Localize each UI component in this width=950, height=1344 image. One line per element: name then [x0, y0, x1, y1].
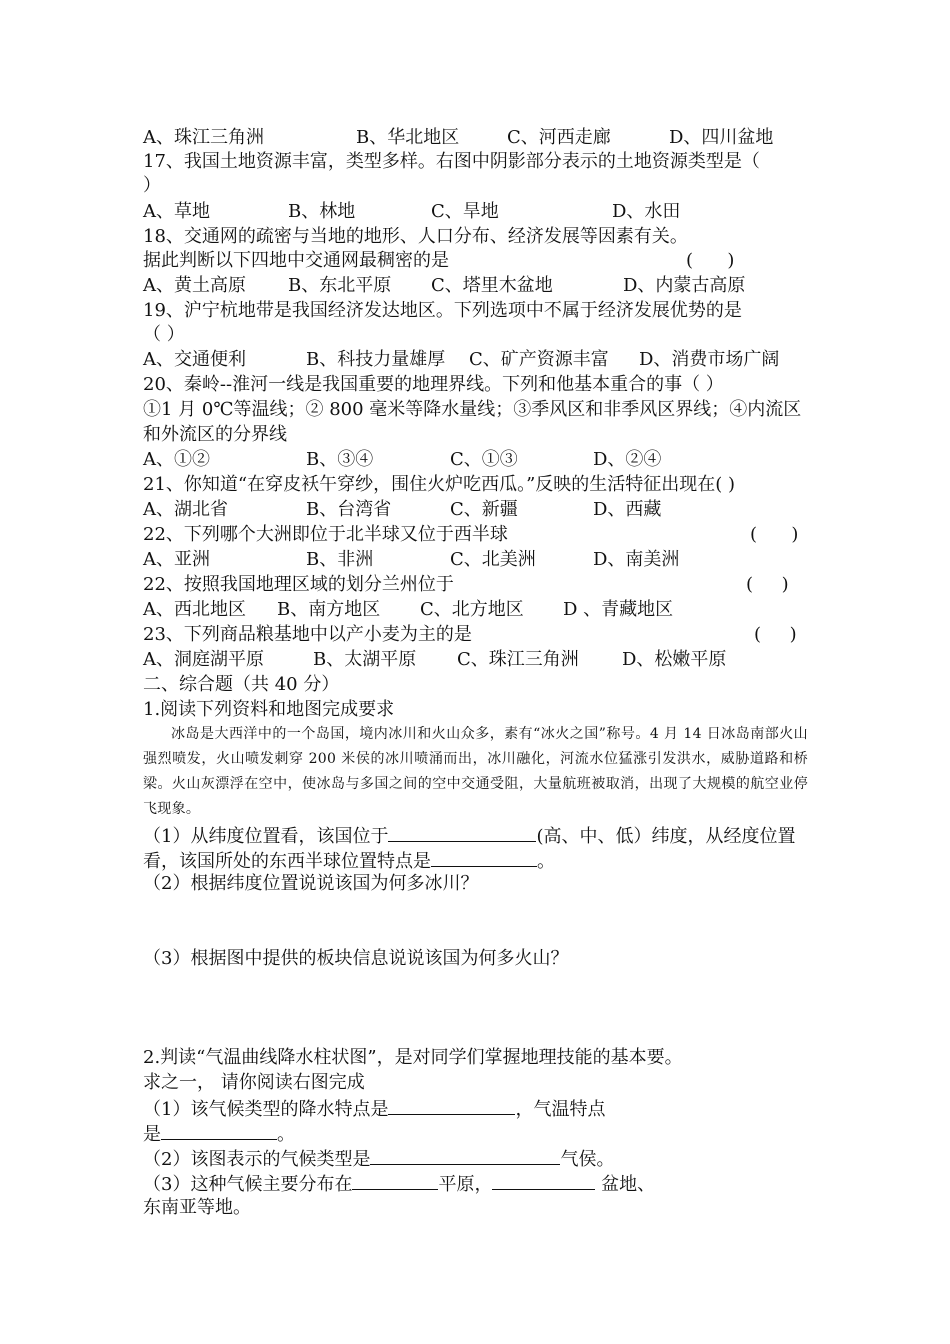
c1-passage: 冰岛是大西洋中的一个岛国，境内冰川和火山众多，素有“冰火之国”称号。4 月 14 日冰岛南部火山强烈喷发，火山喷发刺穿 200 米侯的冰川喷涌而出，冰川融化，河流水位猛涨引发洪水，威胁道路和桥梁。火山灰漂浮在空中，使冰岛与多国之间的空中交通受阻，大量航班被取消，出现了大规模的航空业停飞现象。 [143, 726, 808, 817]
q21-option-a: A、湖北省 [143, 499, 228, 520]
q16-option-d: D、四川盆地 [669, 127, 774, 148]
q17-stem: 17、我国土地资源丰富，类型多样。右图中阴影部分表示的土地资源类型是（ [143, 151, 760, 172]
q21-option-c: C、新疆 [450, 499, 518, 520]
q16-option-c: C、河西走廊 [507, 127, 611, 148]
c2-q1-prompt: （1）该气候类型的降水特点是 [143, 1099, 389, 1120]
c1-q1-prompt-2: 看，该国所处的东西半球位置特点是 [143, 851, 431, 872]
c1-title: 1.阅读下列资料和地图完成要求 [143, 699, 395, 720]
c2-q3-blank-basin[interactable] [492, 1171, 595, 1190]
q23-answer-paren: ( ) [754, 624, 797, 645]
c1-q1-blank-hemisphere[interactable] [431, 848, 537, 867]
c2-q1-line1 [143, 1096, 605, 1122]
c1-q1-prompt-cont: (高、中、低）纬度，从经度位置 [536, 826, 796, 847]
c1-q1-line1 [143, 823, 795, 849]
q23-stem: 23、下列商品粮基地中以产小麦为主的是 [143, 624, 472, 645]
q16-option-a: A、珠江三角洲 [143, 127, 264, 148]
q19-option-b: B、科技力量雄厚 [306, 349, 446, 370]
c2-q1-prompt-cont: ，气温特点 [515, 1099, 606, 1120]
c2-q1-end: 。 [277, 1124, 295, 1145]
q22a-option-a: A、亚洲 [143, 549, 210, 570]
c2-q3-mid: 平原， [438, 1174, 493, 1195]
q22b-option-b: B、南方地区 [277, 599, 381, 620]
q21-option-d: D、西藏 [593, 499, 662, 520]
c2-q2-blank-climate[interactable] [370, 1146, 560, 1165]
q17-stem-cont: ） [143, 175, 161, 196]
q23-option-b: B、太湖平原 [313, 649, 417, 670]
c2-stem-cont: 求之一， 请你阅读右图完成 [143, 1072, 365, 1093]
section-2-heading: 二、综合题（共 40 分） [143, 674, 340, 695]
c2-q2-end: 气侯。 [560, 1149, 615, 1170]
q18-option-c: C、塔里木盆地 [431, 275, 553, 296]
q17-option-b: B、林地 [288, 201, 356, 222]
q22a-answer-paren: ( ) [750, 524, 799, 545]
q22b-stem: 22、按照我国地理区域的划分兰州位于 [143, 574, 454, 595]
q23-option-c: C、珠江三角洲 [457, 649, 579, 670]
q18-option-b: B、东北平原 [288, 275, 392, 296]
q19-option-d: D、消费市场广阔 [639, 349, 780, 370]
q16-option-b: B、华北地区 [356, 127, 460, 148]
q23-option-a: A、洞庭湖平原 [143, 649, 264, 670]
q23-option-d: D、松嫩平原 [622, 649, 727, 670]
q19-stem-cont: （ ） [143, 324, 185, 345]
q19-option-c: C、矿产资源丰富 [469, 349, 609, 370]
q22b-answer-paren: ( ) [746, 574, 789, 595]
c2-q1-blank-precipitation[interactable] [388, 1096, 515, 1115]
c1-q1-line2 [143, 848, 555, 874]
q20-option-a: A、①② [143, 449, 210, 470]
q18-stem: 18、交通网的疏密与当地的地形、人口分布、经济发展等因素有关。 [143, 226, 688, 247]
q20-stem-line2: ①1 月 0℃等温线；② 800 毫米等降水量线；③季风区和非季风区界线；④内流区 [143, 399, 802, 420]
q17-option-c: C、旱地 [431, 201, 499, 222]
q18-option-d: D、内蒙古高原 [623, 275, 746, 296]
c1-q2: （2）根据纬度位置说说该国为何多冰川？ [143, 873, 479, 894]
q18-stem-cont: 据此判断以下四地中交通网最稠密的是 [143, 250, 449, 271]
q21-option-b: B、台湾省 [306, 499, 392, 520]
q22a-option-d: D、南美洲 [593, 549, 680, 570]
c2-q1-blank-temperature[interactable] [161, 1121, 277, 1140]
c2-q3-cont: 东南亚等地。 [143, 1197, 251, 1218]
c2-q1-prompt-2: 是 [143, 1124, 161, 1145]
q22a-option-b: B、非洲 [306, 549, 374, 570]
c1-q3: （3）根据图中提供的板块信息说说该国为何多火山？ [143, 948, 569, 969]
q22a-stem: 22、下列哪个大洲即位于北半球又位于西半球 [143, 524, 508, 545]
q20-option-c: C、①③ [450, 449, 518, 470]
c2-q2 [143, 1146, 614, 1172]
q19-stem: 19、沪宁杭地带是我国经济发达地区。下列选项中不属于经济发展优势的是 [143, 300, 742, 321]
q22b-option-d: D 、青藏地区 [563, 599, 674, 620]
c1-q1-prompt: （1）从纬度位置看，该国位于 [143, 826, 389, 847]
q17-option-a: A、草地 [143, 201, 210, 222]
q20-option-b: B、③④ [306, 449, 374, 470]
q18-answer-paren: ( ) [686, 250, 735, 271]
q20-option-d: D、②④ [593, 449, 662, 470]
q18-option-a: A、黄土高原 [143, 275, 246, 296]
q20-stem: 20、秦岭--淮河一线是我国重要的地理界线。下列和他基本重合的事（ ） [143, 374, 724, 395]
c2-q3-prompt: （3）这种气候主要分布在 [143, 1174, 353, 1195]
c1-q1-end: 。 [537, 851, 555, 872]
q19-option-a: A、交通便利 [143, 349, 246, 370]
q22b-option-a: A、西北地区 [143, 599, 246, 620]
c2-q3 [143, 1171, 655, 1197]
q22a-option-c: C、北美洲 [450, 549, 536, 570]
q17-option-d: D、水田 [612, 201, 681, 222]
c2-q3-end: 盆地、 [595, 1174, 656, 1195]
q21-stem: 21、你知道“在穿皮袄午穿纱，围住火炉吃西瓜。”反映的生活特征出现在( ) [143, 474, 736, 495]
q20-stem-line3: 和外流区的分界线 [143, 424, 287, 445]
c2-q1-line2 [143, 1121, 295, 1147]
c1-q1-blank-latitude[interactable] [388, 823, 536, 842]
q22b-option-c: C、北方地区 [420, 599, 524, 620]
c2-q3-blank-plain[interactable] [352, 1171, 438, 1190]
c2-q2-prompt: （2）该图表示的气候类型是 [143, 1149, 371, 1170]
c2-stem: 2.判读“气温曲线降水柱状图”，是对同学们掌握地理技能的基本要。 [143, 1047, 683, 1068]
